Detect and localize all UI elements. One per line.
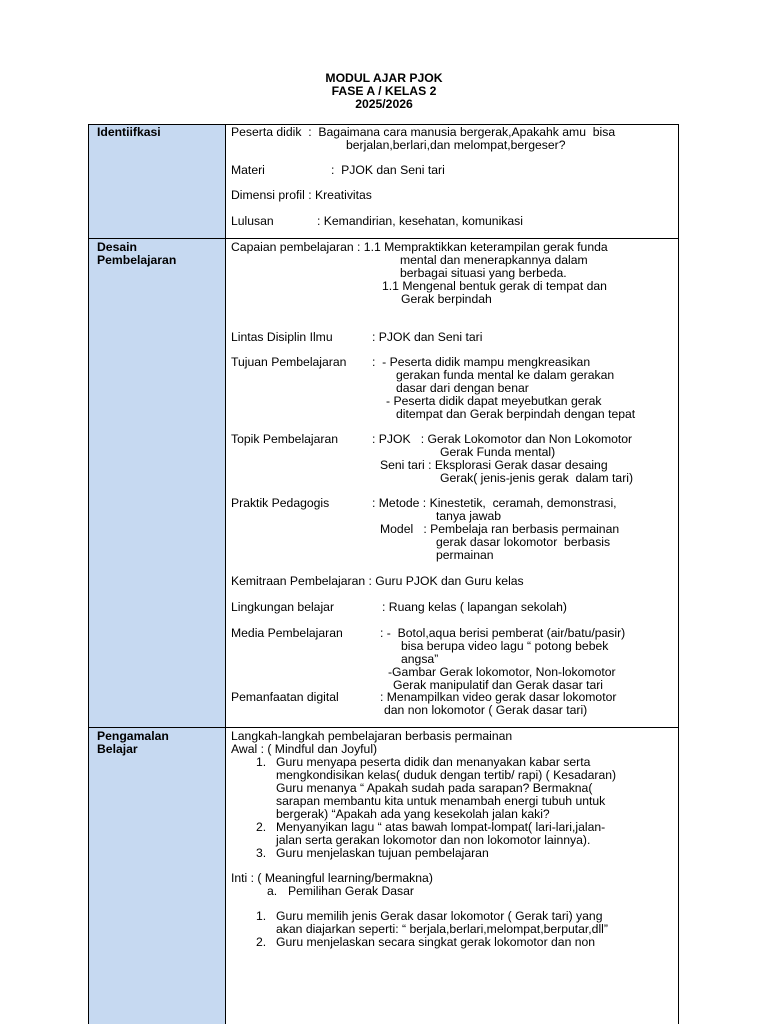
- label-belajar: Belajar: [97, 742, 138, 756]
- label-desain: Desain: [97, 240, 137, 254]
- label-pengamalan: Pengamalan: [97, 729, 169, 743]
- peserta-didik-line-1: Peserta didik : Bagaimana cara manusia bergerak,Apakahk amu bisa: [231, 125, 616, 139]
- tujuan-line-4: - Peserta didik dapat meyebutkan gerak: [386, 394, 602, 408]
- lulusan-value: : Kemandirian, kesehatan, komunikasi: [317, 214, 523, 228]
- media-line-2: bisa berupa video lagu “ potong bebek: [401, 639, 609, 653]
- topik-line-1: : PJOK : Gerak Lokomotor dan Non Lokomotor: [372, 432, 633, 446]
- lintas-disiplin-value: : PJOK dan Seni tari: [372, 330, 483, 344]
- label-pembelajaran: Pembelajaran: [97, 253, 177, 267]
- awal-item-1-line-4: sarapan membantu kita untuk menambah energi tubuh untuk: [276, 794, 606, 808]
- praktik-line-1: : Metode : Kinestetik, ceramah, demonstrasi,: [372, 496, 617, 510]
- row-divider-1: [88, 238, 679, 239]
- awal-item-1-line-1: Guru menyapa peserta didik dan menanyakan kabar serta: [276, 755, 591, 769]
- awal-item-3-line-1: Guru menjelaskan tujuan pembelajaran: [276, 846, 489, 860]
- peserta-didik-line-2: berjalan,berlari,dan melompat,bergeser?: [346, 138, 566, 152]
- pemanfaatan-label: Pemanfaatan digital: [231, 690, 339, 704]
- inti-sub-a-text: Pemilihan Gerak Dasar: [288, 884, 414, 898]
- awal-item-1-line-2: mengkondisikan kelas( duduk dengan tertib/ rapi) ( Kesadaran): [276, 768, 617, 782]
- table-border-right: [678, 124, 679, 1024]
- pemanfaatan-line-1: : Menampilkan video gerak dasar lokomotor: [380, 690, 617, 704]
- langkah-intro: Langkah-langkah pembelajaran berbasis permainan: [231, 729, 513, 743]
- materi-label: Materi: [231, 163, 265, 177]
- inti-item-2-line-1: Guru menjelaskan secara singkat gerak lokomotor dan non: [276, 935, 596, 949]
- topik-line-4: Gerak( jenis-jenis gerak dalam tari): [440, 471, 634, 485]
- media-label: Media Pembelajaran: [231, 626, 343, 640]
- praktik-line-2: tanya jawab: [436, 509, 502, 523]
- awal-item-3-number: 3.: [256, 846, 267, 860]
- dimensi-profil: Dimensi profil : Kreativitas: [231, 188, 372, 202]
- media-line-1: : - Botol,aqua berisi pemberat (air/batu/pasir): [380, 626, 626, 640]
- label-identifikasi: Identiifkasi: [97, 125, 161, 139]
- awal-item-1-line-3: Guru menanya “ Apakah sudah pada sarapan? Bermakna(: [276, 781, 593, 795]
- praktik-line-4: gerak dasar lokomotor berbasis: [436, 535, 611, 549]
- capaian-line-5: Gerak berpindah: [401, 292, 492, 306]
- topik-label: Topik Pembelajaran: [231, 432, 339, 446]
- praktik-line-3: Model : Pembelaja ran berbasis permainan: [380, 522, 620, 536]
- capaian-line-4: 1.1 Mengenal bentuk gerak di tempat dan: [382, 279, 607, 293]
- praktik-line-5: permainan: [436, 548, 494, 562]
- lintas-disiplin-label: Lintas Disiplin Ilmu: [231, 330, 333, 344]
- awal-item-1-number: 1.: [256, 755, 267, 769]
- tujuan-line-2: gerakan funda mental ke dalam gerakan: [396, 368, 615, 382]
- lingkungan-value: : Ruang kelas ( lapangan sekolah): [382, 600, 567, 614]
- tujuan-line-5: ditempat dan Gerak berpindah dengan tepat: [396, 407, 636, 421]
- kemitraan: Kemitraan Pembelajaran : Guru PJOK dan Guru kelas: [231, 574, 524, 588]
- awal-item-2-number: 2.: [256, 820, 267, 834]
- inti-item-2-number: 2.: [256, 935, 267, 949]
- inti-item-1-line-2: akan diajarkan seperti: “ berjala,berlari,melompat,berputar,dll”: [276, 922, 608, 936]
- table-border-left: [88, 124, 89, 1024]
- media-line-5: Gerak manipulatif dan Gerak dasar tari: [393, 678, 603, 692]
- lingkungan-label: Lingkungan belajar: [231, 600, 334, 614]
- title-line-3: 2025/2026: [355, 97, 413, 111]
- praktik-label: Praktik Pedagogis: [231, 496, 330, 510]
- tujuan-label: Tujuan Pembelajaran: [231, 355, 347, 369]
- inti-item-1-number: 1.: [256, 909, 267, 923]
- title-line-1: MODUL AJAR PJOK: [325, 71, 443, 85]
- awal-item-1-line-5: bergerak) “Apakah ada yang kesekolah jalan kaki?: [276, 807, 550, 821]
- inti-heading: Inti : ( Meaningful learning/bermakna): [231, 871, 433, 885]
- awal-heading: Awal : ( Mindful dan Joyful): [231, 742, 378, 756]
- materi-value: : PJOK dan Seni tari: [331, 163, 445, 177]
- title-line-2: FASE A / KELAS 2: [331, 84, 437, 98]
- awal-item-2-line-2: jalan serta gerakan lokomotor dan non lokomotor lainnya).: [276, 833, 591, 847]
- topik-line-2: Gerak Funda mental): [440, 445, 556, 459]
- column-divider: [225, 124, 226, 1024]
- inti-item-1-line-1: Guru memilih jenis Gerak dasar lokomotor ( Gerak tari) yang: [276, 909, 603, 923]
- media-line-4: -Gambar Gerak lokomotor, Non-lokomotor: [388, 665, 616, 679]
- tujuan-line-1: : - Peserta didik mampu mengkreasikan: [372, 355, 591, 369]
- tujuan-line-3: dasar dari dengan benar: [396, 381, 529, 395]
- capaian-line-1: Capaian pembelajaran : 1.1 Mempraktikkan keterampilan gerak funda: [231, 240, 608, 254]
- pemanfaatan-line-2: dan non lokomotor ( Gerak dasar tari): [384, 703, 588, 717]
- row-divider-2: [88, 727, 679, 728]
- capaian-line-3: berbagai situasi yang berbeda.: [400, 266, 567, 280]
- awal-item-2-line-1: Menyanyikan lagu “ atas bawah lompat-lompat( lari-lari,jalan-: [276, 820, 606, 834]
- topik-line-3: Seni tari : Eksplorasi Gerak dasar desaing: [380, 458, 608, 472]
- lulusan-label: Lulusan: [231, 214, 274, 228]
- inti-sub-a-letter: a.: [267, 884, 278, 898]
- media-line-3: angsa”: [401, 652, 439, 666]
- capaian-line-2: mental dan menerapkannya dalam: [400, 253, 588, 267]
